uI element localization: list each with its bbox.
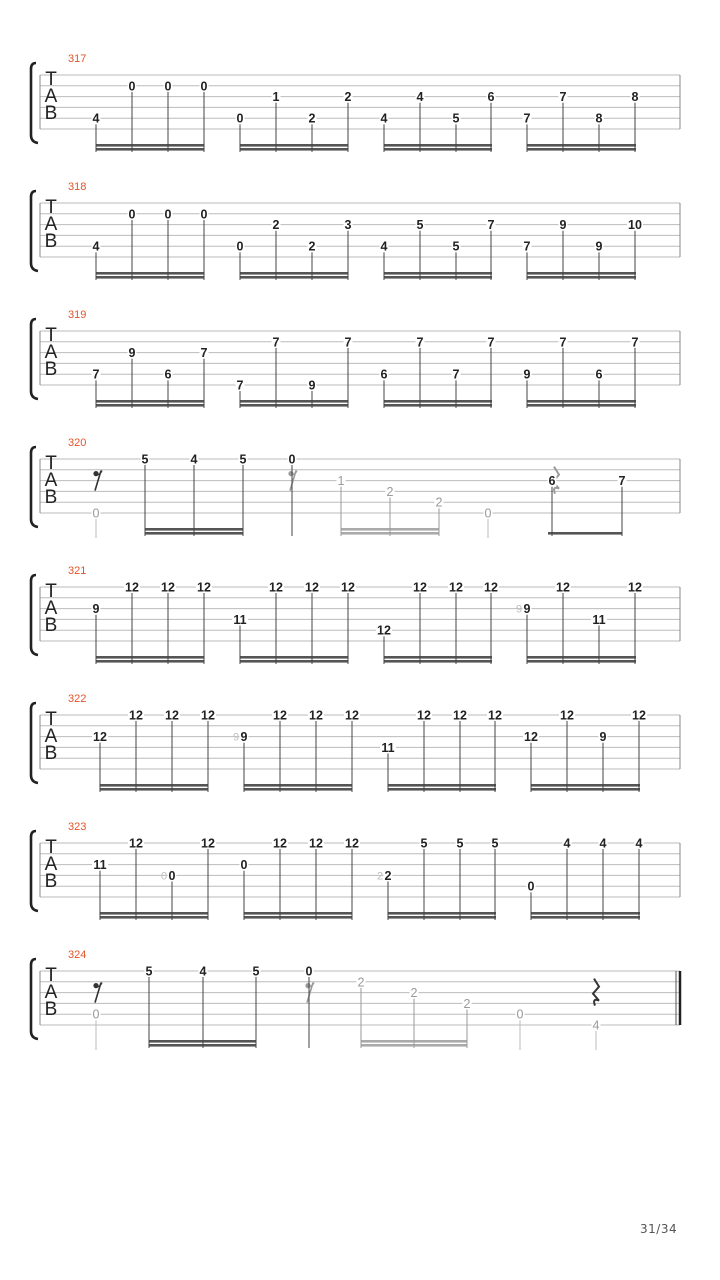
fret-number: 5 [239,452,247,467]
fret-number: 12 [197,580,211,595]
tab-clef-letter: T [45,325,57,346]
fret-number: 0 [236,239,244,254]
beam [531,912,640,915]
fret-number: 11 [233,612,247,627]
fret-number: 0 [128,207,136,222]
beam [96,656,204,659]
beam [388,912,496,915]
fret-number: 12 [273,836,287,851]
fret-number: 12 [201,708,215,723]
fret-number: 9 [308,378,316,393]
fret-number: 4 [563,836,571,851]
fret-number: 12 [129,708,143,723]
beam [527,144,636,147]
beam [244,784,352,787]
beam [96,404,204,407]
fret-number: 0 [164,79,172,94]
fret-number: 5 [145,964,153,979]
measure-number: 319 [68,309,87,321]
tab-clef-letter: B [44,743,58,764]
fret-number: 12 [305,580,319,595]
fret-number: 12 [129,836,143,851]
fret-number: 2 [344,90,352,105]
beam [388,784,496,787]
tab-clef-letter: A [44,342,58,363]
tab-clef-letter: A [44,726,58,747]
fret-number: 0 [92,1007,100,1022]
fret-number: 9 [595,239,603,254]
system-bracket [31,319,38,399]
fret-number: 4 [416,90,424,105]
fret-number: 12 [453,708,467,723]
beam [96,144,204,147]
fret-number: 0 [92,506,100,521]
fret-number: 6 [595,367,603,382]
fret-number: 8 [631,90,639,105]
fret-number: 1 [272,90,280,105]
beam [527,148,636,151]
measure-number: 317 [68,53,87,65]
fret-number: 7 [344,335,352,350]
tab-system-324 [31,949,680,1050]
beam [531,916,640,919]
system-bracket [31,703,38,783]
beam [384,148,492,151]
fret-number: 5 [491,836,499,851]
fret-number: 2 [463,996,471,1011]
fret-number: 0 [200,79,208,94]
fret-number: 9 [523,367,531,382]
fret-number: 0 [200,207,208,222]
fret-number: 12 [628,580,642,595]
fret-number: 9 [128,346,136,361]
measure-number: 323 [68,821,87,833]
fret-number: 6 [487,90,495,105]
fret-number: 12 [345,836,359,851]
fret-number: 7 [631,335,639,350]
beam [527,404,636,407]
fret-number: 9 [92,602,100,617]
fret-number: 7 [452,367,460,382]
fret-number: 5 [141,452,149,467]
beam [240,272,348,275]
beam [240,400,348,403]
measure-number: 318 [68,181,87,193]
fret-number: 12 [269,580,283,595]
fret-number: 2 [357,975,365,990]
fret-number: 5 [420,836,428,851]
fret-number: 7 [523,239,531,254]
fret-number: 12 [556,580,570,595]
system-bracket [31,447,38,527]
beam [96,660,204,663]
tab-clef-letter: A [44,598,58,619]
fret-number: 4 [599,836,607,851]
tab-clef-letter: T [45,709,57,730]
tab-clef-letter: A [44,214,58,235]
beam [96,148,204,151]
beam [388,788,496,791]
fret-number: 12 [93,730,107,745]
system-bracket [31,575,38,655]
fret-number: 4 [380,239,388,254]
fret-number: 3 [344,218,352,233]
fret-number: 0 [128,79,136,94]
tab-clef-letter: B [44,359,58,380]
fret-number: 12 [165,708,179,723]
measure-number: 324 [68,949,87,961]
beam [384,656,492,659]
fret-number: 0 [484,506,492,521]
fret-number: 12 [449,580,463,595]
beam [384,404,492,407]
fret-number: 12 [488,708,502,723]
fret-number: 0 [240,858,248,873]
beam [100,912,208,915]
fret-number: 5 [452,111,460,126]
fret-number: 4 [592,1018,600,1033]
fret-number: 7 [487,218,495,233]
beam [240,148,348,151]
beam [548,532,622,535]
beam [100,788,208,791]
fret-number: 5 [456,836,464,851]
tab-clef-letter: B [44,871,58,892]
fret-number: 0 [168,868,176,883]
fret-number: 6 [548,474,556,489]
fret-number: 2 [308,239,316,254]
beam [384,272,492,275]
tab-system-323 [31,821,680,920]
fret-number: 11 [381,740,395,755]
tab-system-317 [31,53,680,152]
tab-clef-letter: B [44,487,58,508]
system-bracket [31,63,38,143]
beam [96,400,204,403]
fret-number: 8 [595,111,603,126]
ghost-fret-number: 2 [376,870,384,883]
page-number: 31/34 [640,1222,678,1236]
tab-system-322 [31,693,680,792]
fret-number: 2 [386,484,394,499]
tab-clef-letter: T [45,453,57,474]
fret-number: 12 [484,580,498,595]
tab-clef-letter: T [45,837,57,858]
fret-number: 9 [599,730,607,745]
fret-number: 7 [559,90,567,105]
beam [240,144,348,147]
system-bracket [31,831,38,911]
tab-clef-letter: T [45,197,57,218]
system-bracket [31,191,38,271]
beam [100,784,208,787]
beam [531,784,640,787]
tab-clef-letter: B [44,615,58,636]
fret-number: 5 [252,964,260,979]
beam [527,400,636,403]
beam [527,276,636,279]
beam [244,916,352,919]
beam [240,276,348,279]
fret-number: 12 [125,580,139,595]
fret-number: 12 [377,623,391,638]
beam [384,144,492,147]
beam [388,916,496,919]
beam [527,272,636,275]
beam [527,660,636,663]
fret-number: 12 [524,730,538,745]
fret-number: 12 [161,580,175,595]
fret-number: 4 [92,239,100,254]
beam [384,276,492,279]
fret-number: 7 [416,335,424,350]
fret-number: 12 [632,708,646,723]
fret-number: 7 [523,111,531,126]
fret-number: 10 [628,218,642,233]
fret-number: 0 [236,111,244,126]
fret-number: 0 [164,207,172,222]
beam [384,660,492,663]
beam [384,400,492,403]
fret-number: 6 [164,367,172,382]
tab-system-319 [31,309,680,408]
fret-number: 1 [337,474,345,489]
fret-number: 7 [559,335,567,350]
ghost-fret-number: 9 [515,603,523,616]
fret-number: 11 [592,612,606,627]
tab-clef-letter: T [45,965,57,986]
tab-clef-letter: B [44,231,58,252]
fret-number: 4 [635,836,643,851]
fret-number: 12 [273,708,287,723]
fret-number: 4 [92,111,100,126]
fret-number: 2 [384,868,392,883]
fret-number: 4 [380,111,388,126]
beam [100,916,208,919]
tab-clef-letter: B [44,999,58,1020]
beam [96,276,204,279]
beam [240,656,348,659]
fret-number: 9 [240,730,248,745]
fret-number: 7 [236,378,244,393]
tab-clef-letter: B [44,103,58,124]
fret-number: 12 [201,836,215,851]
measure-number: 322 [68,693,87,705]
beam [240,660,348,663]
fret-number: 4 [190,452,198,467]
fret-number: 7 [92,367,100,382]
tab-clef-letter: A [44,982,58,1003]
fret-number: 5 [416,218,424,233]
beam [244,912,352,915]
fret-number: 5 [452,239,460,254]
fret-number: 12 [413,580,427,595]
tab-clef-letter: A [44,86,58,107]
measure-number: 321 [68,565,87,577]
fret-number: 4 [199,964,207,979]
fret-number: 0 [305,964,313,979]
fret-number: 12 [309,708,323,723]
fret-number: 0 [516,1007,524,1022]
tab-system-320 [31,437,680,538]
fret-number: 2 [272,218,280,233]
fret-number: 7 [618,474,626,489]
fret-number: 7 [272,335,280,350]
fret-number: 9 [523,602,531,617]
fret-number: 12 [345,708,359,723]
fret-number: 11 [93,858,107,873]
fret-number: 12 [560,708,574,723]
fret-number: 2 [435,495,443,510]
beam [96,272,204,275]
fret-number: 2 [410,986,418,1001]
fret-number: 0 [288,452,296,467]
beam [240,404,348,407]
fret-number: 0 [527,879,535,894]
fret-number: 7 [487,335,495,350]
fret-number: 12 [417,708,431,723]
fret-number: 7 [200,346,208,361]
fret-number: 2 [308,111,316,126]
beam [244,788,352,791]
tab-clef-letter: T [45,581,57,602]
fret-number: 12 [309,836,323,851]
ghost-fret-number: 9 [232,731,240,744]
tab-system-318 [31,181,680,280]
tab-system-321 [31,565,680,664]
tab-clef-letter: A [44,854,58,875]
beam [527,656,636,659]
ghost-fret-number: 0 [160,870,168,883]
fret-number: 9 [559,218,567,233]
tab-clef-letter: A [44,470,58,491]
measure-number: 320 [68,437,87,449]
tab-clef-letter: T [45,69,57,90]
system-bracket [31,959,38,1039]
fret-number: 12 [341,580,355,595]
fret-number: 6 [380,367,388,382]
beam [531,788,640,791]
